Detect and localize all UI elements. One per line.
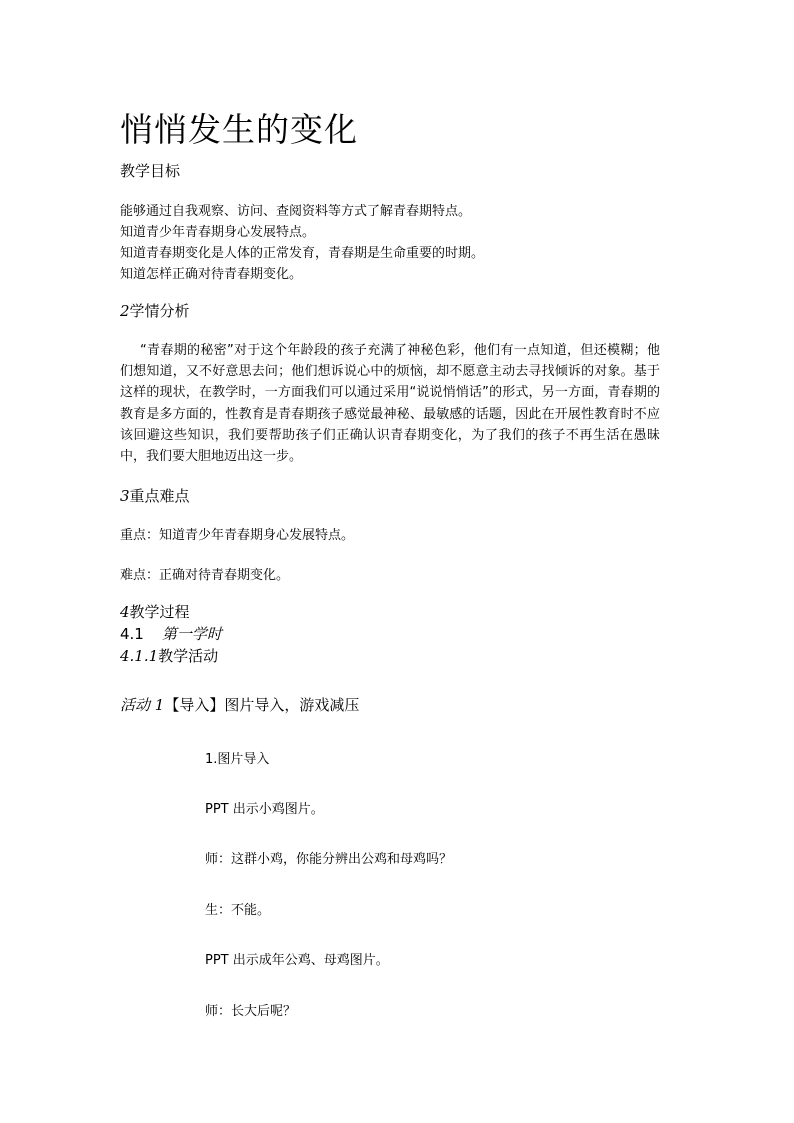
objective-item: 知道怎样正确对待青春期变化。 (120, 267, 303, 282)
section-heading-key-points (120, 485, 190, 506)
activity-line: PPT 出示成年公鸡、母鸡图片。 (205, 953, 389, 968)
activity-label: 活动 1 (120, 696, 165, 714)
analysis-paragraph: “青春期的秘密”对于这个年龄段的孩子充满了神秘色彩，他们有一点知道，但还模糊；他们想知道，又不好意思去问；他们想诉说心中的烦恼，却不愿意主动去寻找倾诉的对象。基于这样的现状，在教学时，一方面我们可以通过采用“说说悄悄话”的形式，另一方面，青春期的教育是多方面的，性教育是青春期孩子感觉最神秘、最敏感的话题，因此在开展性教育时不应该回避这些知识，我们要帮助孩子们正确认识青春期变化，为了我们的孩子不再生活在愚昧中，我们要大胆地迈出这一步。 (120, 343, 660, 465)
activity-line: 师：长大后呢？ (205, 1004, 297, 1019)
key-point-text: 重点：知道青少年青春期身心发展特点。 (120, 528, 355, 543)
activity-title: 【导入】图片导入，游戏减压 (164, 696, 360, 714)
activity-line: PPT 出示小鸡图片。 (205, 802, 324, 817)
section-number: 4 (120, 603, 130, 621)
section-heading-text: 重点难点 (129, 487, 190, 505)
objective-item: 知道青春期变化是人体的正常发育，青春期是生命重要的时期。 (120, 246, 485, 261)
activity-line: 生：不能。 (205, 903, 271, 918)
section-heading-process (120, 601, 190, 622)
subsection-heading-lesson (120, 623, 222, 644)
section-heading-text: 教学过程 (129, 603, 190, 621)
section-heading-analysis (120, 300, 190, 321)
subsection-number: 4.1.1 (120, 647, 159, 665)
objective-item: 能够通过自我观察、访问、查阅资料等方式了解青春期特点。 (120, 204, 472, 219)
difficulty-text: 难点：正确对待青春期变化。 (120, 568, 290, 583)
subsection-heading-activities (120, 645, 218, 666)
activity-heading (120, 694, 359, 715)
section-heading-text: 学情分析 (129, 302, 190, 320)
section-number: 3 (120, 487, 130, 505)
subsection-title: 第一学时 (161, 625, 222, 643)
section-number: 2 (120, 302, 130, 320)
subsection-title: 教学活动 (158, 647, 219, 665)
document-title: 悄悄发生的变化 (120, 110, 358, 149)
activity-line: 1.图片导入 (205, 752, 270, 767)
subsection-number: 4.1 (120, 625, 144, 643)
activity-line: 师：这群小鸡，你能分辨出公鸡和母鸡吗？ (205, 852, 453, 867)
objective-item: 知道青少年青春期身心发展特点。 (120, 225, 316, 240)
section-heading-objectives: 教学目标 (120, 162, 181, 180)
